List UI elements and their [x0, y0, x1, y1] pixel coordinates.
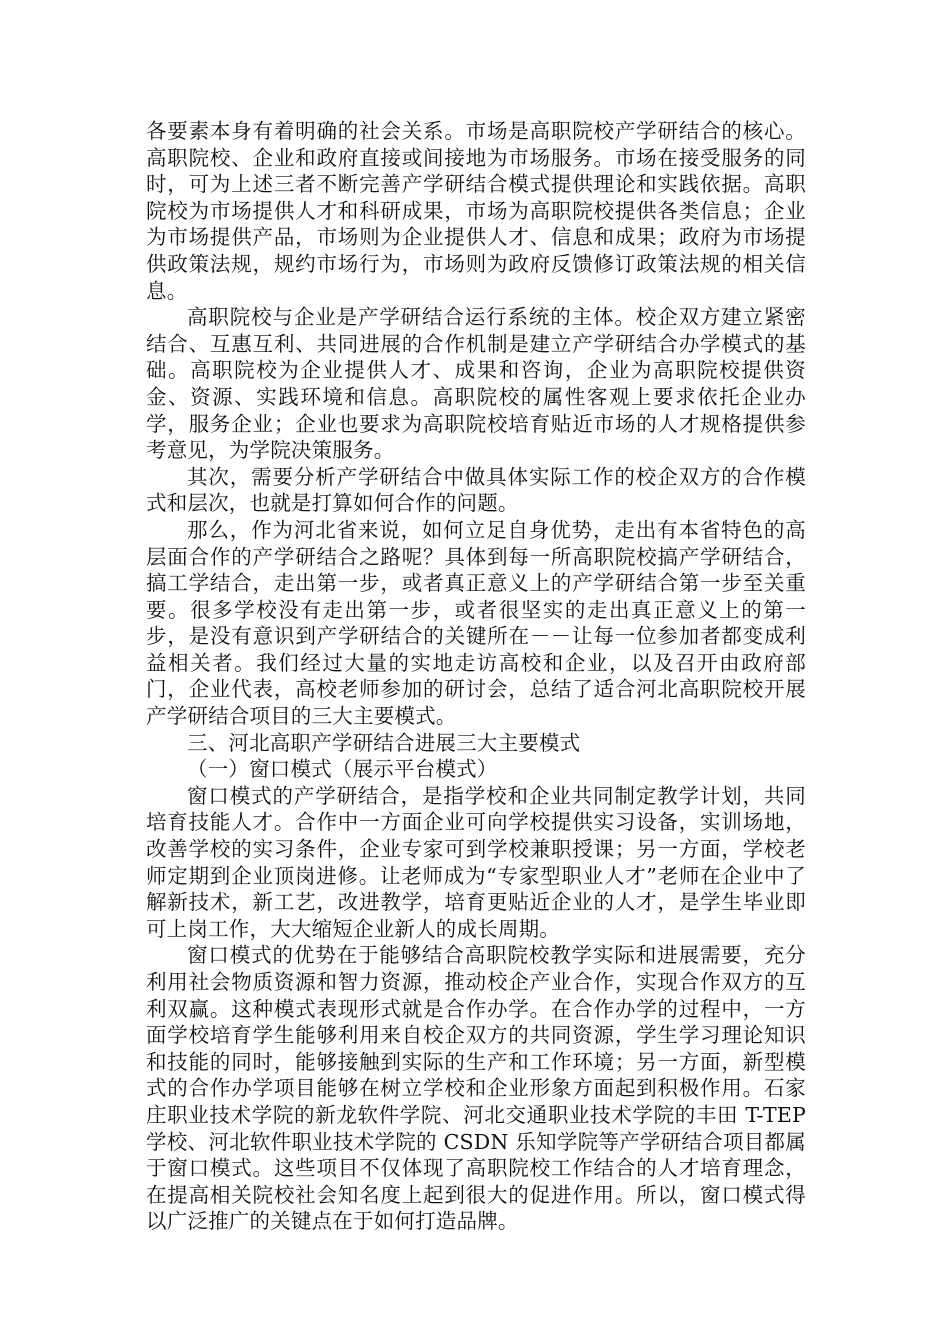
- subsection-heading: （一）窗口模式（展示平台模式）: [187, 757, 498, 782]
- paragraph-hebei-path: 那么，作为河北省来说，如何立足自身优势，走出有本省特色的高层面合作的产学研结合之路呢？具体到每一所高职院校搞产学研结合，搞工学结合，走出第一步，或者真正意义上的产学研结合第一步至关重要。很多学校没有走出第一步，或者很坚实的走出真正意义上的第一步，是没有意识到产学研结合的关键所在－－让每一位参加者都变成利益相关者。我们经过大量的实地走访高校和企业，以及召开由政府部门，企业代表，高校老师参加的研讨会，总结了适合河北高职院校开展产学研结合项目的三大主要模式。: [146, 517, 806, 729]
- paragraph-school-enterprise-subject: 高职院校与企业是产学研结合运行系统的主体。校企双方建立紧密结合、互惠互利、共同进展的合作机制是建立产学研结合办学模式的基础。高职院校为企业提供人才、成果和咨询，企业为高职院校提供资金、资源、实践环境和信息。高职院校的属性客观上要求依托企业办学，服务企业；企业也要求为高职院校培育贴近市场的人才规格提供参考意见，为学院决策服务。: [146, 305, 806, 463]
- document-body: [146, 118, 806, 1235]
- paragraph-window-mode-advantage: 窗口模式的优势在于能够结合高职院校教学实际和进展需要，充分利用社会物质资源和智力资源，推动校企产业合作，实现合作双方的互利双赢。这种模式表现形式就是合作办学。在合作办学的过程中，一方面学校培育学生能够利用来自校企双方的共同资源，学生学习理论知识和技能的同时，能够接触到实际的生产和工作环境；另一方面，新型模式的合作办学项目能够在树立学校和企业形象方面起到积极作用。石家庄职业技术学院的新龙软件学院、河北交通职业技术学院的丰田 T-TEP 学校、河北软件职业技术学院的 CSDN 乐知学院等产学研结合项目都属于窗口模式。这些项目不仅体现了高职院校工作结合的人才培育理念，在提高相关院校社会知名度上起到很大的促进作用。所以，窗口模式得以广泛推广的关键点在于如何打造品牌。: [146, 943, 806, 1234]
- paragraph-window-mode-definition: 窗口模式的产学研结合，是指学校和企业共同制定教学计划，共同培育技能人才。合作中一方面企业可向学校提供实习设备，实训场地，改善学校的实习条件，企业专家可到学校兼职授课；另一方面，学校老师定期到企业顶岗进修。让老师成为“专家型职业人才”老师在企业中了解新技术，新工艺，改进教学，培育更贴近企业的人才，是学生毕业即可上岗工作，大大缩短企业新人的成长周期。: [146, 783, 806, 941]
- section-heading: 三、河北高职产学研结合进展三大主要模式: [187, 730, 581, 755]
- paragraph-cooperation-mode: 其次，需要分析产学研结合中做具体实际工作的校企双方的合作模式和层次，也就是打算如何合作的问题。: [146, 464, 806, 516]
- paragraph-market-core: 各要素本身有着明确的社会关系。市场是高职院校产学研结合的核心。高职院校、企业和政府直接或间接地为市场服务。市场在接受服务的同时，可为上述三者不断完善产学研结合模式提供理论和实践依据。高职院校为市场提供人才和科研成果，市场为高职院校提供各类信息；企业为市场提供产品，市场则为企业提供人才、信息和成果；政府为市场提供政策法规，规约市场行为，市场则为政府反馈修订政策法规的相关信息。: [146, 119, 806, 303]
